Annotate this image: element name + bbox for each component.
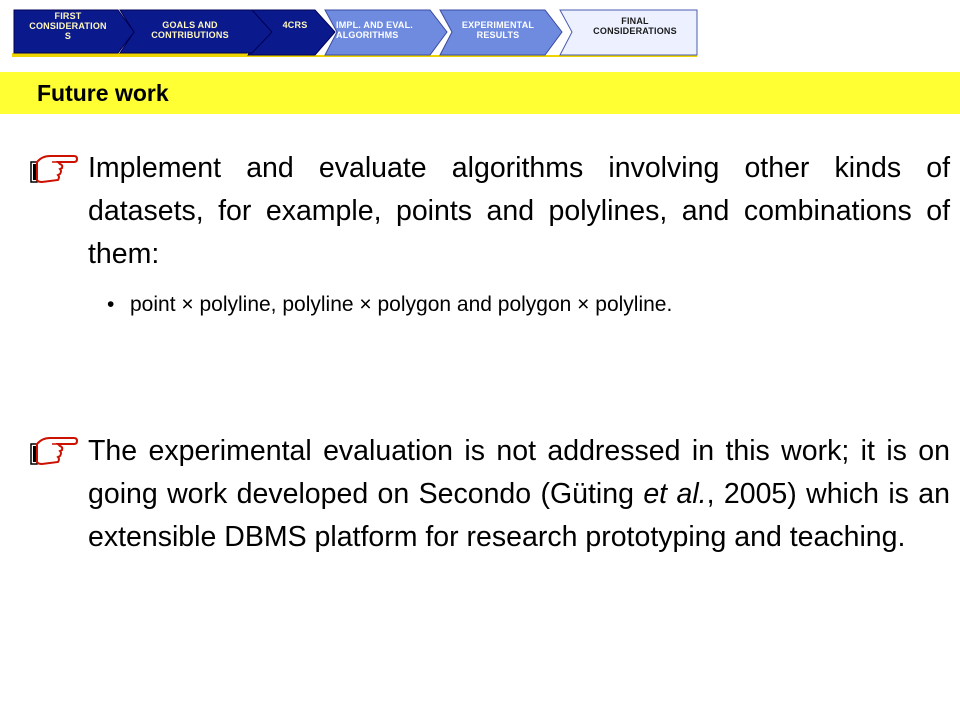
- bullet-dot: •: [107, 293, 115, 316]
- bullet-item-1: Implement and evaluate algorithms involving other kinds of datasets, for example, points and polylines, and combinations of them:: [88, 152, 950, 270]
- bullet-item-2-text-part1: The experimental evaluation is not addressed in this work; it is on going work developed on Secondo (Güting: [88, 435, 950, 510]
- pointing-hand-icon: [30, 432, 78, 468]
- sub-bullet-text: point × polyline, polyline × polygon and polygon × polyline.: [130, 293, 673, 316]
- citation-et-al: et al.: [643, 478, 707, 510]
- tab-first-considerations[interactable]: FIRST CONSIDERATION S: [29, 11, 107, 41]
- pointing-hand-icon: [30, 150, 78, 186]
- tab-impl-and-eval-algorithms[interactable]: IMPL. AND EVAL. ALGORITHMS: [336, 20, 413, 40]
- tab-final-considerations[interactable]: FINAL CONSIDERATIONS: [593, 16, 677, 36]
- section-navigation: [0, 0, 700, 60]
- tab-goals-and-contributions[interactable]: GOALS AND CONTRIBUTIONS: [151, 20, 229, 40]
- tab-4crs[interactable]: 4CRS: [282, 20, 308, 30]
- nav-underline-accent: [12, 53, 247, 57]
- bullet-item-2-text-part2: , 2005) which is an extensible DBMS platform for research prototyping and teaching.: [88, 478, 951, 553]
- sub-bullet-item: [107, 283, 867, 327]
- bullet-item-2: [88, 430, 950, 559]
- tab-experimental-results[interactable]: EXPERIMENTAL RESULTS: [461, 20, 535, 40]
- section-title: Future work: [37, 80, 169, 106]
